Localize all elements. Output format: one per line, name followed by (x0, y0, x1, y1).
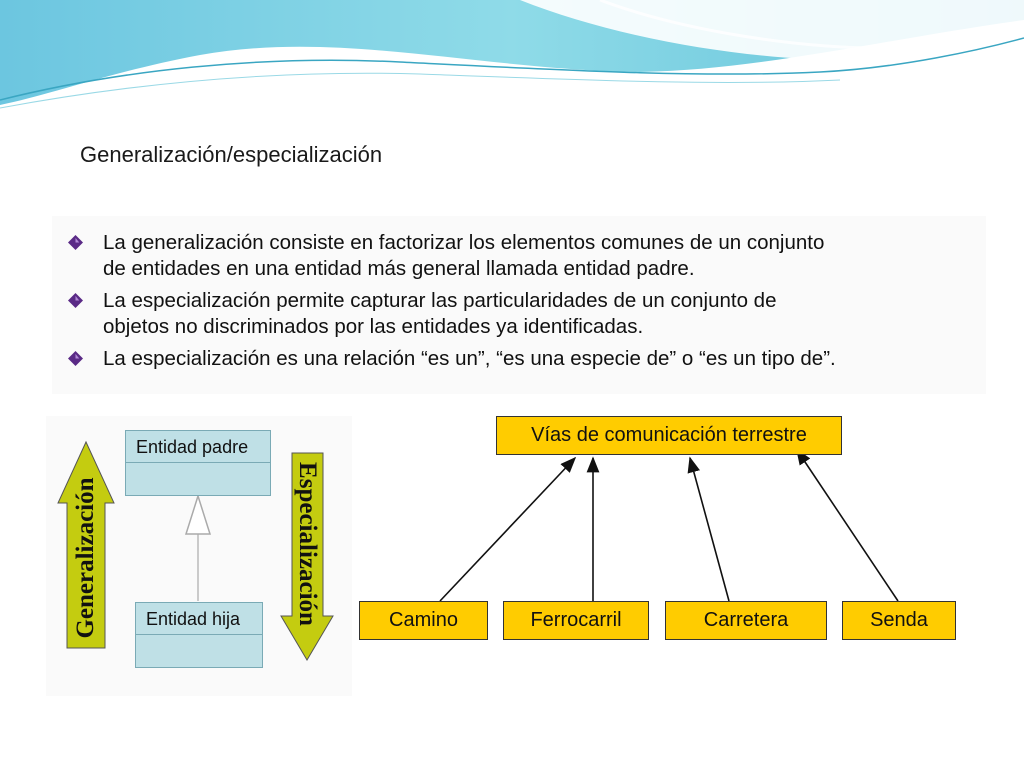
connector-senda (797, 450, 898, 601)
slide-title: Generalización/especialización (80, 142, 383, 167)
uml-child-name: Entidad hija (136, 603, 262, 635)
specialization-label: Especialización (294, 462, 321, 626)
child-node-ferrocarril: Ferrocarril (503, 601, 649, 640)
generalization-label: Generalización (72, 477, 99, 639)
connector-carretera (690, 458, 729, 601)
root-node: Vías de comunicación terrestre (496, 416, 842, 455)
child-node-carretera: Carretera (665, 601, 827, 640)
bullet-line: La especialización es una relación “es un”, “es una especie de” o “es un tipo de”. (103, 347, 836, 370)
bullet-line: objetos no discriminados por las entidades ya identificadas. (103, 315, 644, 338)
uml-parent-name: Entidad padre (126, 431, 270, 463)
connector-camino (440, 458, 575, 601)
bullet-line: La especialización permite capturar las particularidades de un conjunto de (103, 289, 777, 312)
bullet-line: de entidades en una entidad más general llamada entidad padre. (103, 257, 695, 280)
child-node-camino: Camino (359, 601, 488, 640)
bullet-line: La generalización consiste en factorizar los elementos comunes de un conjunto (103, 231, 825, 254)
child-node-senda: Senda (842, 601, 956, 640)
